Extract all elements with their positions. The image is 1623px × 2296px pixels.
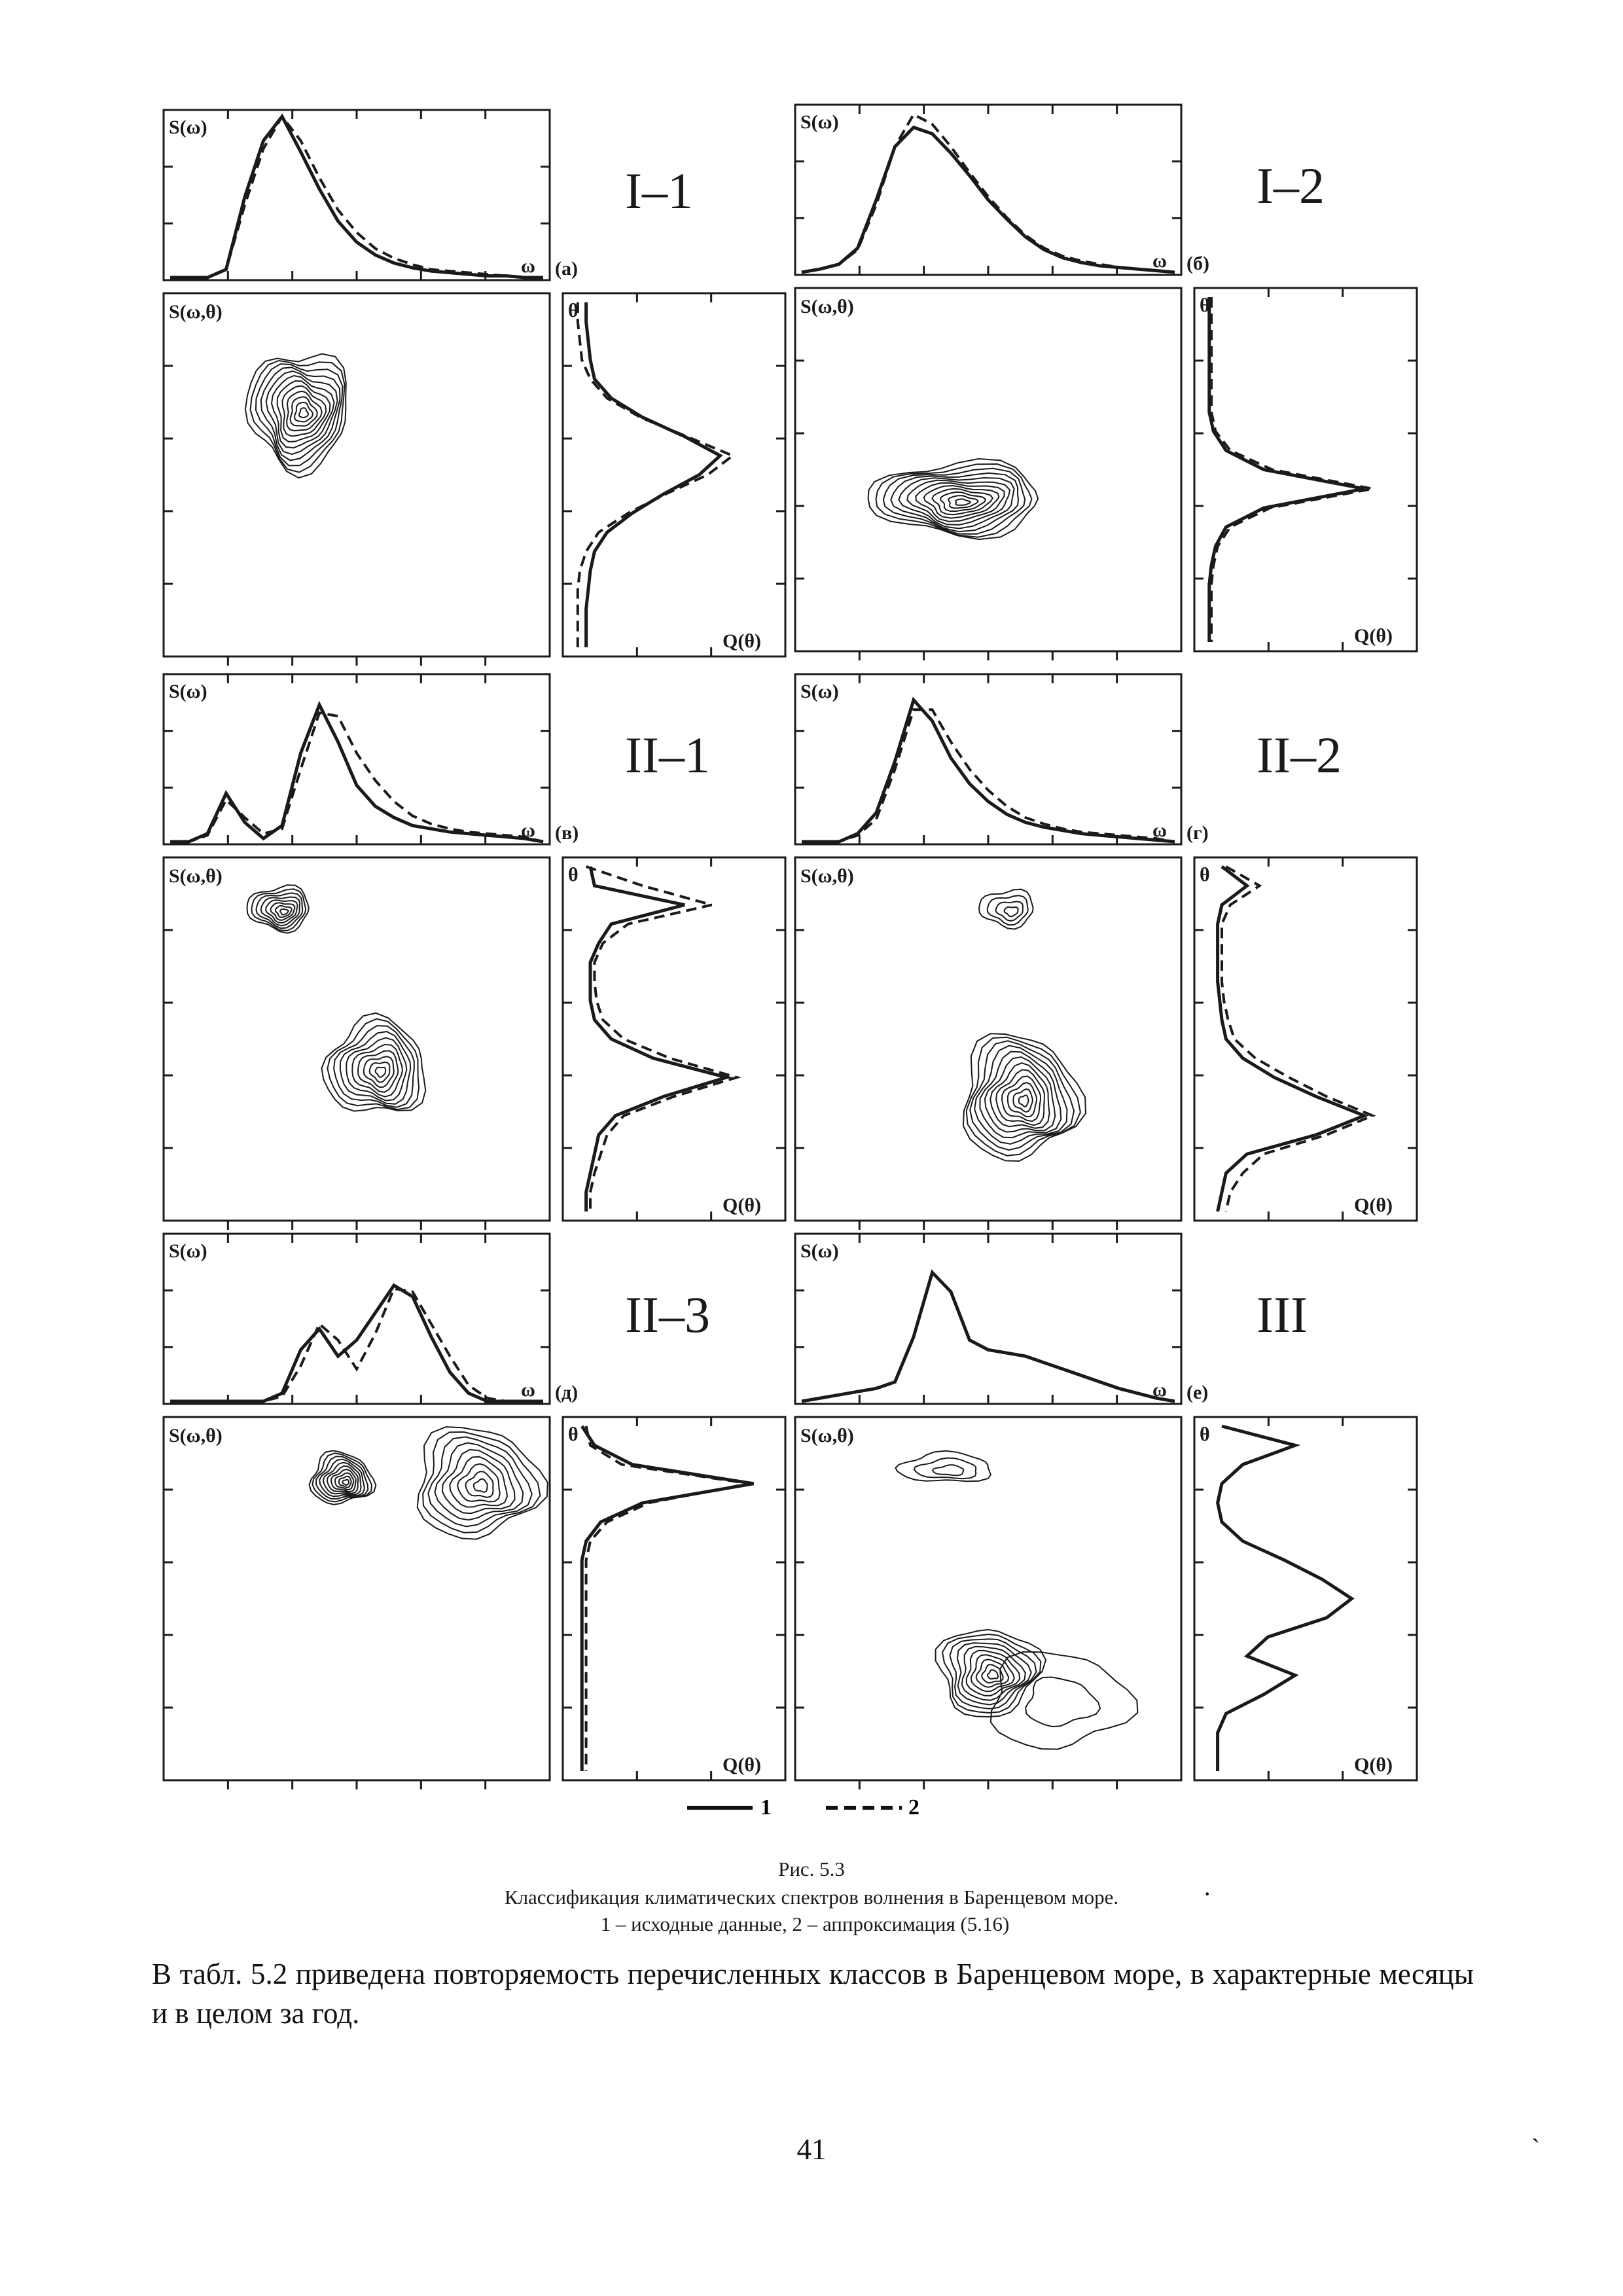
spectrum-frame <box>164 110 550 280</box>
directional-spectrum-frame <box>164 293 550 656</box>
spectrum-y-label: S(ω) <box>169 681 207 702</box>
spectrum-y-label: S(ω) <box>800 111 839 133</box>
spectrum-frame <box>795 105 1181 275</box>
spectrum-frame <box>795 1234 1181 1404</box>
legend-label-1: 1 <box>760 1795 772 1820</box>
panel-i-2 <box>795 105 1417 660</box>
angle-label: θ <box>1200 295 1210 316</box>
angular-line-original <box>586 302 721 647</box>
contour-line <box>936 1630 1046 1717</box>
spectrum-x-label: ω <box>521 1379 535 1401</box>
body-paragraph: В табл. 5.2 приведена повторяемость перечисленных классов в Баренцевом море, в характерные месяцы и в целом за год. <box>152 1958 1474 2030</box>
spectrum-x-label: ω <box>521 819 535 841</box>
figure-legend <box>687 1795 919 1820</box>
contour-line <box>465 1471 493 1498</box>
contour-line <box>988 1670 998 1679</box>
spectrum-line-original <box>802 128 1175 272</box>
contour-line <box>996 901 1024 921</box>
spectrum-frame <box>164 1234 550 1404</box>
angular-distribution-label: Q(θ) <box>1354 625 1393 647</box>
panel-letter: (д) <box>555 1382 579 1403</box>
angle-label: θ <box>568 1424 579 1445</box>
contour-line <box>948 495 978 508</box>
panel-ii-2 <box>795 674 1417 1230</box>
class-label: II–2 <box>1257 726 1342 783</box>
contour-line <box>933 1465 963 1475</box>
spectrum-line-original <box>170 1285 543 1401</box>
angular-line-original <box>1209 297 1364 642</box>
contour-line <box>352 1045 402 1097</box>
directional-spectrum-frame <box>164 857 550 1221</box>
class-label: I–1 <box>625 162 693 219</box>
angular-distribution-frame <box>1194 288 1417 651</box>
contour-line <box>276 906 292 918</box>
spectrum-line-original <box>802 1272 1175 1401</box>
spectrum-line-approx <box>802 709 1175 842</box>
page-number: 41 <box>796 2133 827 2166</box>
scan-speck: · <box>1203 1879 1212 1909</box>
class-label: III <box>1257 1286 1308 1343</box>
spectrum-x-label: ω <box>1152 1379 1167 1401</box>
contour-line <box>343 1480 349 1486</box>
panel-letter: (г) <box>1186 822 1209 844</box>
angular-line-approx <box>1222 867 1372 1211</box>
spectrum-line-approx <box>170 1289 543 1401</box>
contour-line <box>280 909 289 915</box>
angular-line-approx <box>586 867 737 1211</box>
angular-distribution-frame <box>1194 1417 1417 1780</box>
spectrum-x-label: ω <box>1152 819 1167 841</box>
angular-distribution-label: Q(θ) <box>722 630 761 652</box>
angular-line-original <box>1218 867 1364 1211</box>
contour-line <box>914 1458 976 1479</box>
directional-spectrum-label: S(ω,θ) <box>169 1425 223 1446</box>
legend-label-2: 2 <box>908 1795 919 1820</box>
spectrum-y-label: S(ω) <box>800 681 839 702</box>
directional-spectrum-label: S(ω,θ) <box>800 865 854 887</box>
figure-legend-text: 1 – исходные данные, 2 – аппроксимация (5.16) <box>600 1912 1010 1935</box>
directional-spectrum-label: S(ω,θ) <box>800 296 854 317</box>
panel-ii-3 <box>164 1234 785 1789</box>
directional-spectrum-label: S(ω,θ) <box>169 301 223 323</box>
class-label: II–3 <box>625 1286 710 1343</box>
contour-line <box>1019 1096 1029 1107</box>
angular-line-approx <box>578 302 733 647</box>
spectrum-x-label: ω <box>1152 250 1167 272</box>
figure-title: Классификация климатических спектров волнения в Баренцевом море. <box>504 1886 1119 1909</box>
angular-distribution-label: Q(θ) <box>722 1194 761 1216</box>
contour-line <box>942 1634 1041 1713</box>
panel-letter: (а) <box>555 258 578 279</box>
spectrum-y-label: S(ω) <box>169 1240 207 1262</box>
angle-label: θ <box>568 864 579 886</box>
contour-line <box>294 403 313 422</box>
panel-letter: (е) <box>1186 1382 1209 1403</box>
contour-line <box>1013 1089 1033 1112</box>
contour-line <box>950 1639 1036 1709</box>
figure-number: Рис. 5.3 <box>778 1857 845 1880</box>
contour-line <box>299 408 308 418</box>
spectrum-x-label: ω <box>521 255 535 277</box>
panel-ii-1 <box>164 674 785 1230</box>
spectrum-line-approx <box>170 117 543 278</box>
angular-distribution-label: Q(θ) <box>1354 1194 1393 1216</box>
contour-line <box>376 1067 386 1077</box>
spectra-panels <box>164 105 1417 1789</box>
directional-spectrum-frame <box>795 288 1181 651</box>
directional-spectrum-label: S(ω,θ) <box>169 865 223 887</box>
contour-line <box>940 492 986 511</box>
directional-spectrum-frame <box>795 1417 1181 1780</box>
spectrum-y-label: S(ω) <box>169 117 207 138</box>
contour-line <box>1026 1677 1100 1727</box>
spectrum-line-approx <box>170 713 543 842</box>
panel-letter: (б) <box>1186 253 1209 274</box>
angle-label: θ <box>1200 864 1210 886</box>
angular-line-approx <box>1211 297 1372 642</box>
angle-label: θ <box>1200 1424 1210 1445</box>
panel-iii <box>795 1234 1417 1789</box>
spectrum-line-original <box>170 117 543 278</box>
contour-line <box>955 499 971 505</box>
class-label: II–1 <box>625 726 710 783</box>
angular-distribution-label: Q(θ) <box>1354 1754 1393 1776</box>
angular-line-original <box>582 1426 753 1771</box>
spectrum-frame <box>164 674 550 844</box>
angular-distribution-frame <box>563 293 785 656</box>
spectrum-frame <box>795 674 1181 844</box>
directional-spectrum-label: S(ω,θ) <box>800 1425 854 1446</box>
panel-i-1 <box>164 110 785 666</box>
contour-line <box>370 1062 390 1083</box>
contour-line <box>474 1479 488 1492</box>
contour-line <box>1005 907 1018 917</box>
spectrum-y-label: S(ω) <box>800 1240 839 1262</box>
spectrum-line-original <box>802 700 1175 842</box>
angular-line-original <box>1218 1426 1352 1771</box>
scan-speck: ˏ <box>1531 2113 1541 2143</box>
class-label: I–2 <box>1257 157 1325 214</box>
spectrum-line-original <box>170 705 543 842</box>
panel-letter: (в) <box>555 822 579 844</box>
angular-distribution-label: Q(θ) <box>722 1754 761 1776</box>
angle-label: θ <box>568 300 579 321</box>
